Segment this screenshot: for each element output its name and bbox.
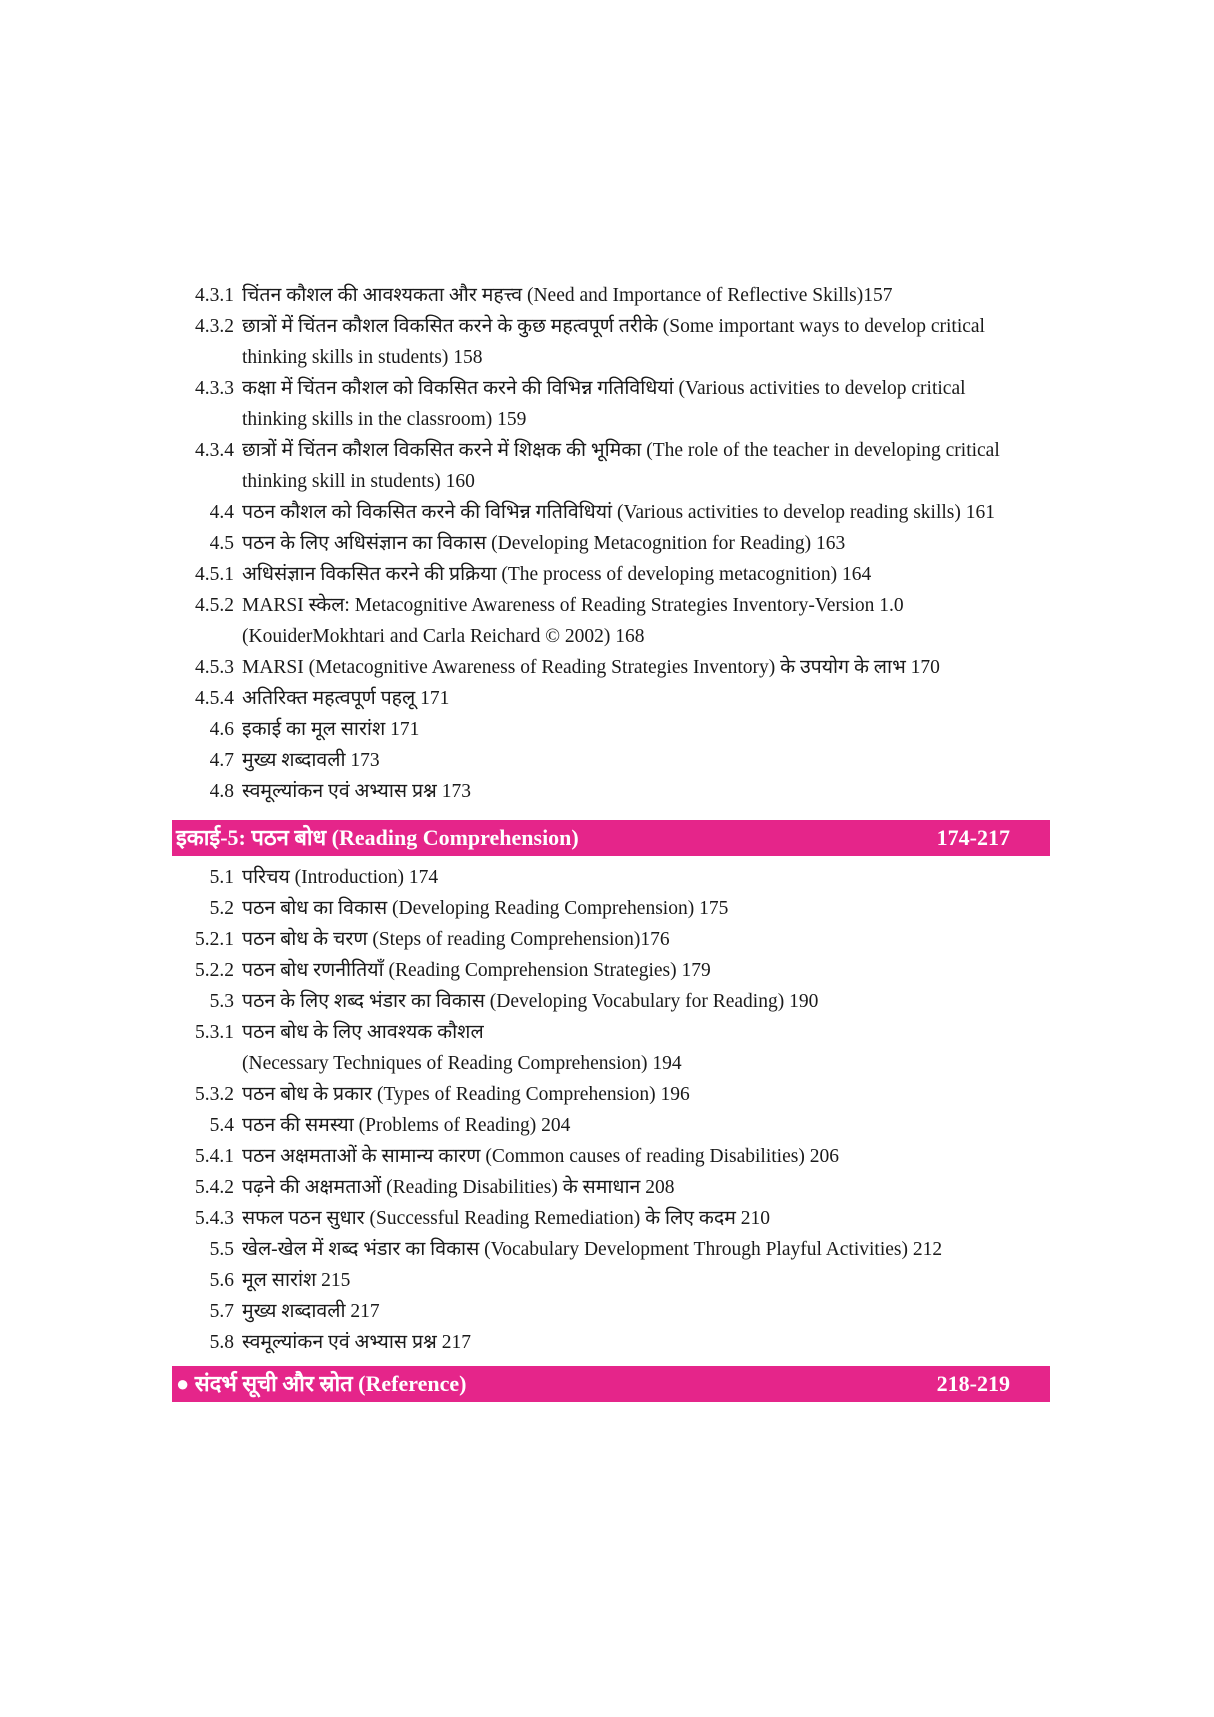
toc-entry: 5.2.2 पठन बोध रणनीतियाँ (Reading Comprehension Strategies) 179 xyxy=(195,960,711,981)
reference-title: ● संदर्भ सूची और स्रोत (Reference) xyxy=(176,1371,467,1396)
toc-entry: 5.2.1 पठन बोध के चरण (Steps of reading Comprehension)176 xyxy=(195,929,670,950)
toc-entry-continuation: thinking skills in the classroom) 159 xyxy=(242,409,527,430)
toc-entry: 5.1 परिचय (Introduction) 174 xyxy=(209,867,439,888)
toc-entry-continuation: (KouiderMokhtari and Carla Reichard © 2002) 168 xyxy=(242,626,645,647)
reference-pages: 218-219 xyxy=(936,1371,1010,1396)
toc-entry: 5.2 पठन बोध का विकास (Developing Reading Comprehension) 175 xyxy=(209,898,729,919)
toc-entry: 4.6 इकाई का मूल सारांश 171 xyxy=(209,719,420,740)
unit-title: इकाई-5: पठन बोध (Reading Comprehension) xyxy=(176,825,579,850)
toc-entry: 4.4 पठन कौशल को विकसित करने की विभिन्न गतिविधियां (Various activities to develop reading skills) 161 xyxy=(209,502,995,523)
toc-entry: 5.4.3 सफल पठन सुधार (Successful Reading Remediation) के लिए कदम 210 xyxy=(195,1208,771,1229)
toc-section-4 xyxy=(172,280,1052,807)
toc-entry: 4.8 स्वमूल्यांकन एवं अभ्यास प्रश्न 173 xyxy=(209,781,471,802)
toc-entry: 4.5.2 MARSI स्केल: Metacognitive Awareness of Reading Strategies Inventory-Version 1.0 xyxy=(195,595,904,616)
unit-pages: 174-217 xyxy=(936,825,1010,850)
toc-entry: 4.5.4 अतिरिक्त महत्वपूर्ण पहलू 171 xyxy=(195,688,450,709)
toc-entry-continuation: thinking skills in students) 158 xyxy=(242,347,483,368)
toc-entry: 5.4.2 पढ़ने की अक्षमताओं (Reading Disabilities) के समाधान 208 xyxy=(195,1177,675,1198)
toc-entry: 4.5.1 अधिसंज्ञान विकसित करने की प्रक्रिया (The process of developing metacognition) 164 xyxy=(195,564,872,585)
toc-entry: 5.4.1 पठन अक्षमताओं के सामान्य कारण (Common causes of reading Disabilities) 206 xyxy=(195,1146,839,1167)
unit-5-header xyxy=(172,820,1050,856)
toc-entry: 4.5 पठन के लिए अधिसंज्ञान का विकास (Developing Metacognition for Reading) 163 xyxy=(209,533,846,554)
reference-header xyxy=(172,1366,1050,1402)
toc-entry: 4.3.2 छात्रों में चिंतन कौशल विकसित करने के कुछ महत्वपूर्ण तरीके (Some important ways to develop critical xyxy=(195,316,985,337)
toc-entry: 4.5.3 MARSI (Metacognitive Awareness of Reading Strategies Inventory) के उपयोग के लाभ 170 xyxy=(195,657,940,678)
toc-entry: 5.7 मुख्य शब्दावली 217 xyxy=(209,1301,380,1322)
toc-entry: 5.8 स्वमूल्यांकन एवं अभ्यास प्रश्न 217 xyxy=(209,1332,471,1353)
toc-entry: 5.3.1 पठन बोध के लिए आवश्यक कौशल xyxy=(195,1022,484,1043)
toc-entry: 4.3.3 कक्षा में चिंतन कौशल को विकसित करने की विभिन्न गतिविधियां (Various activities to develop critical xyxy=(195,378,966,399)
toc-entry: 5.3.2 पठन बोध के प्रकार (Types of Reading Comprehension) 196 xyxy=(195,1084,690,1105)
toc-entry: 5.3 पठन के लिए शब्द भंडार का विकास (Developing Vocabulary for Reading) 190 xyxy=(209,991,819,1012)
toc-entry-continuation: (Necessary Techniques of Reading Comprehension) 194 xyxy=(242,1053,682,1074)
toc-section-5 xyxy=(172,862,1052,1358)
toc-entry-continuation: thinking skill in students) 160 xyxy=(242,471,475,492)
toc-entry: 4.7 मुख्य शब्दावली 173 xyxy=(209,750,380,771)
toc-entry: 5.5 खेल-खेल में शब्द भंडार का विकास (Vocabulary Development Through Playful Activities) 212 xyxy=(209,1239,943,1260)
toc-entry: 4.3.1 चिंतन कौशल की आवश्यकता और महत्त्व (Need and Importance of Reflective Skills)157 xyxy=(195,285,893,306)
toc-entry: 4.3.4 छात्रों में चिंतन कौशल विकसित करने में शिक्षक की भूमिका (The role of the teacher in developing critical xyxy=(195,440,1000,461)
toc-entry: 5.6 मूल सारांश 215 xyxy=(209,1270,351,1291)
toc-entry: 5.4 पठन की समस्या (Problems of Reading) 204 xyxy=(209,1115,571,1136)
